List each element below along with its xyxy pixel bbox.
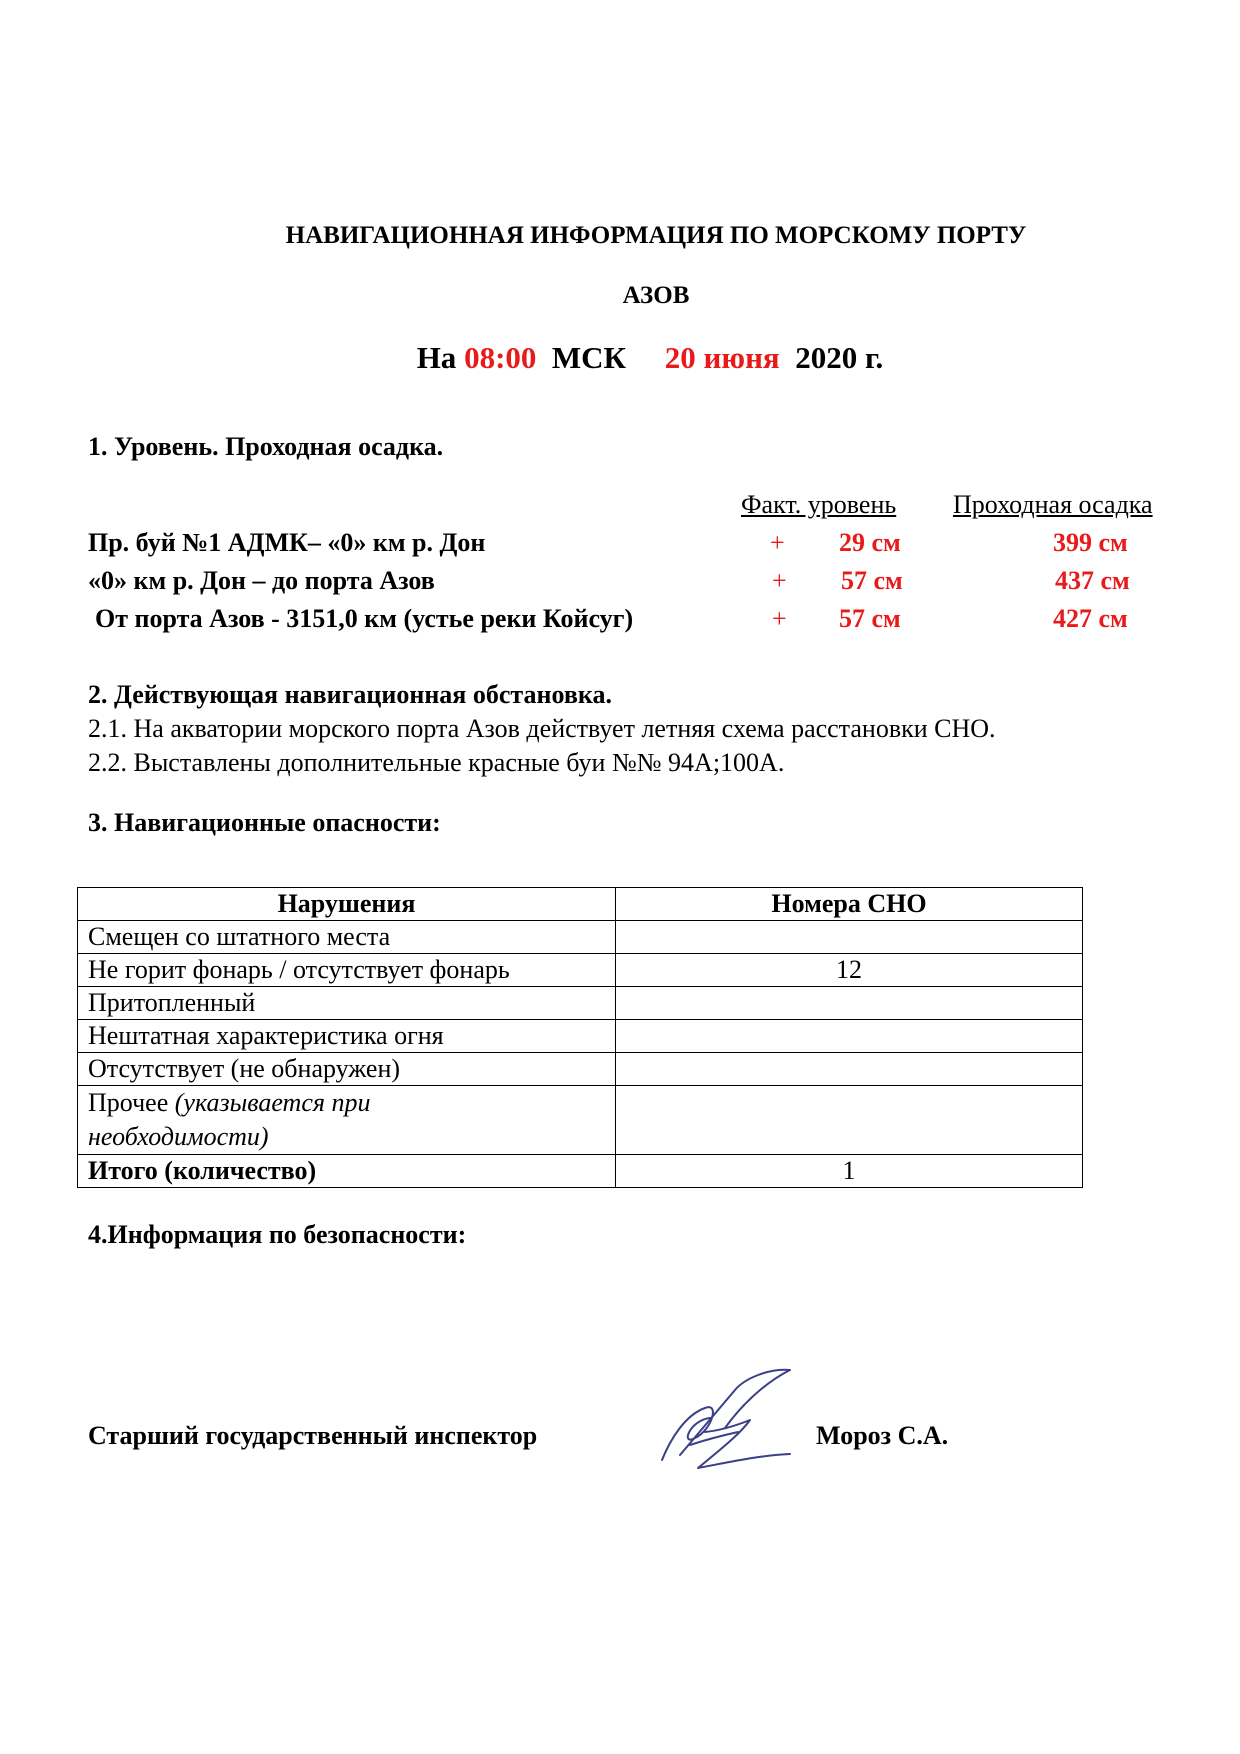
date-prefix: На xyxy=(416,340,457,375)
other-label: Прочее xyxy=(88,1088,169,1117)
section2-heading: 2. Действующая навигационная обстановка. xyxy=(88,680,612,709)
document-title-line1: НАВИГАЦИОННАЯ ИНФОРМАЦИЯ ПО МОРСКОМУ ПОРТУ xyxy=(285,222,1027,249)
report-date: 20 июня xyxy=(664,340,780,375)
section2-item: 2.1. На акватории морского порта Азов действует летняя схема расстановки СНО. xyxy=(88,714,996,743)
section4-heading: 4.Информация по безопасности: xyxy=(88,1220,467,1249)
column-level-header: Факт. уровень xyxy=(741,490,897,519)
violation-value xyxy=(616,1086,1083,1155)
report-time: 08:00 xyxy=(464,340,537,375)
violation-name: Нештатная характеристика огня xyxy=(78,1020,616,1053)
table-row xyxy=(78,1053,1083,1086)
level-row-name: «0» км р. Дон – до порта Азов xyxy=(88,566,435,595)
level-row-draft: 427 см xyxy=(1053,604,1128,633)
level-row-name: Пр. буй №1 АДМК– «0» км р. Дон xyxy=(88,528,486,557)
level-row-sign: + xyxy=(772,604,787,633)
document-title-line2: АЗОВ xyxy=(622,282,690,309)
report-year: 2020 г. xyxy=(795,340,884,375)
violation-name: Притопленный xyxy=(78,987,616,1020)
total-label: Итого (количество) xyxy=(78,1155,616,1188)
violation-value xyxy=(616,921,1083,954)
level-row-draft: 437 см xyxy=(1055,566,1130,595)
table-header-violations: Нарушения xyxy=(78,888,616,921)
violation-value: 12 xyxy=(616,954,1083,987)
other-note: (указывается при xyxy=(174,1088,371,1117)
level-row-level: 57 см xyxy=(839,604,901,633)
level-row-draft: 399 см xyxy=(1053,528,1128,557)
table-row xyxy=(78,1020,1083,1053)
level-row-level: 29 см xyxy=(839,528,901,557)
violation-other xyxy=(78,1086,616,1155)
signatory-name: Мороз С.А. xyxy=(816,1421,949,1450)
table-row-total xyxy=(78,1155,1083,1188)
level-row-name: От порта Азов - 3151,0 км (устье реки Койсуг) xyxy=(95,604,634,633)
table-row xyxy=(78,954,1083,987)
table-header-row xyxy=(78,888,1083,921)
level-row-level: 57 см xyxy=(841,566,903,595)
violation-value xyxy=(616,1053,1083,1086)
section3-heading: 3. Навигационные опасности: xyxy=(88,808,441,837)
table-row xyxy=(78,921,1083,954)
level-row-sign: + xyxy=(772,566,787,595)
section2-item: 2.2. Выставлены дополнительные красные буи №№ 94А;100А. xyxy=(88,748,785,777)
level-row-sign: + xyxy=(770,528,785,557)
violation-value xyxy=(616,1020,1083,1053)
signature-icon xyxy=(650,1360,800,1480)
table-row-other xyxy=(78,1086,1083,1155)
timezone: МСК xyxy=(551,340,627,375)
violation-name: Отсутствует (не обнаружен) xyxy=(78,1053,616,1086)
table-row xyxy=(78,987,1083,1020)
violations-table xyxy=(77,887,1083,1188)
violation-value xyxy=(616,987,1083,1020)
signatory-position: Старший государственный инспектор xyxy=(88,1421,538,1450)
date-line xyxy=(0,340,1240,376)
section1-heading: 1. Уровень. Проходная осадка. xyxy=(88,432,444,461)
total-value: 1 xyxy=(616,1155,1083,1188)
column-draft-header: Проходная осадка xyxy=(953,490,1153,519)
table-header-numbers: Номера СНО xyxy=(616,888,1083,921)
other-note: необходимости) xyxy=(88,1122,269,1151)
violation-name: Смещен со штатного места xyxy=(78,921,616,954)
violation-name: Не горит фонарь / отсутствует фонарь xyxy=(78,954,616,987)
